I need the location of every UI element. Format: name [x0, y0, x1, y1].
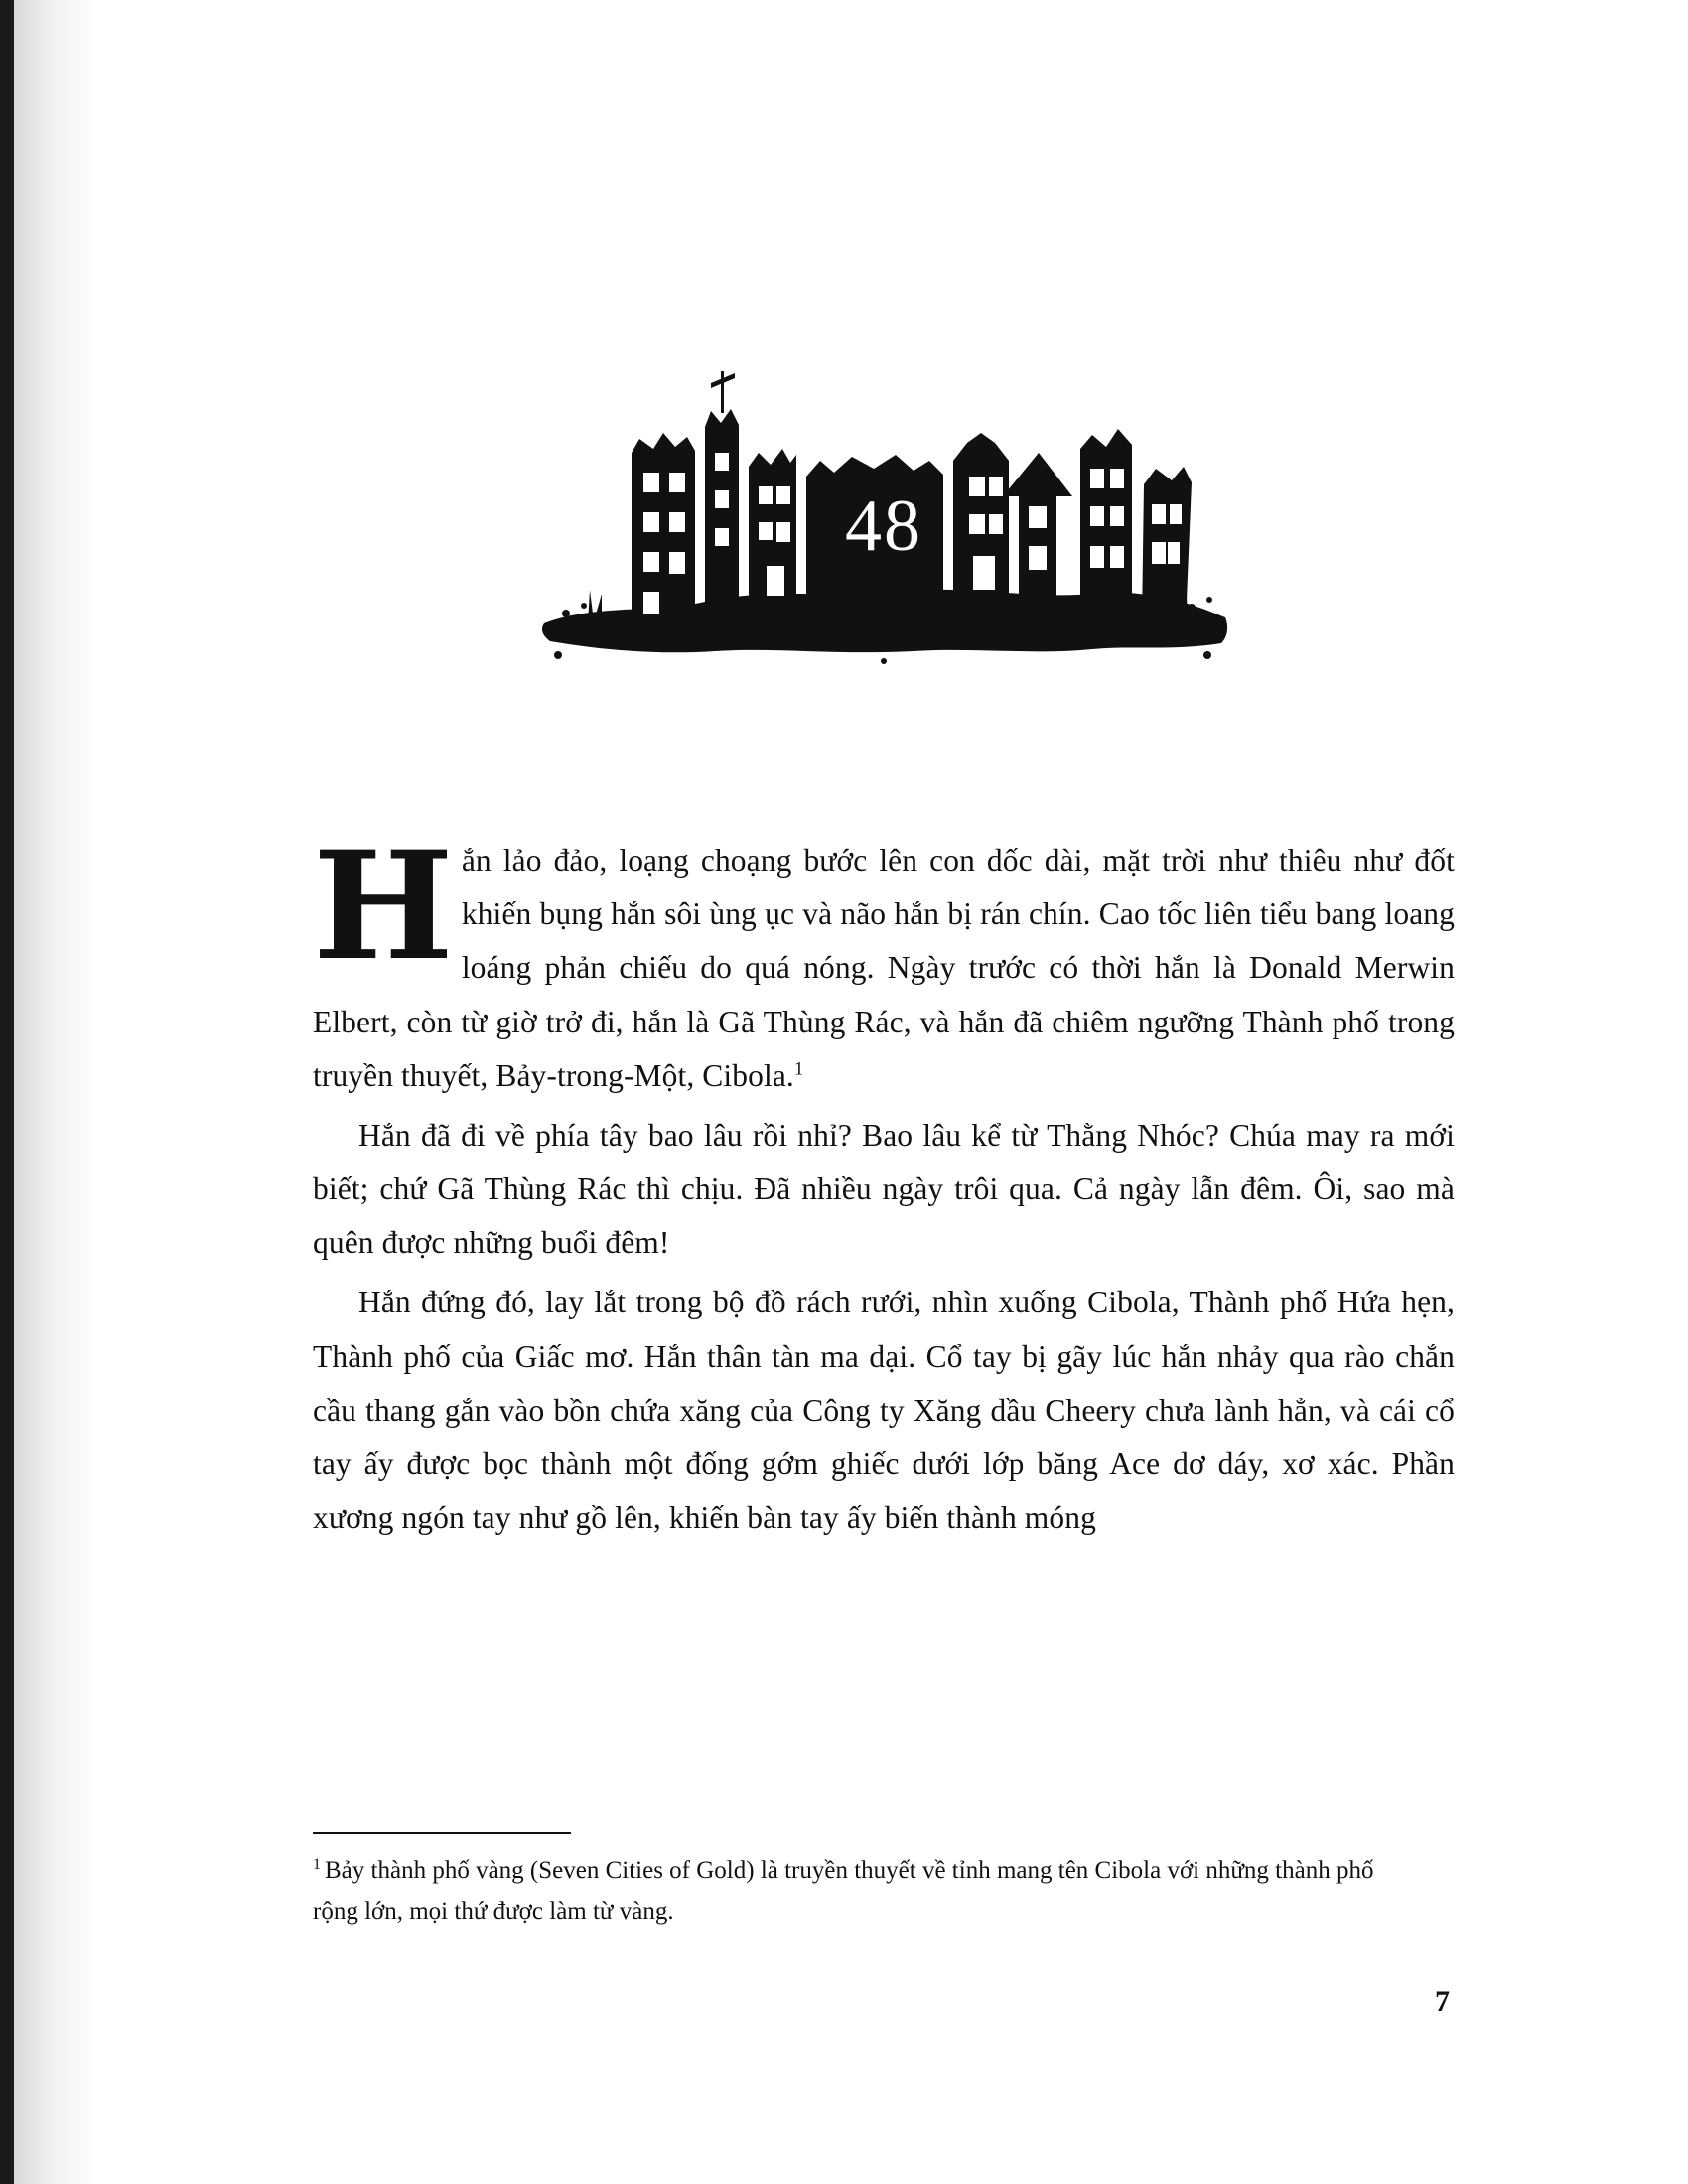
- body-text: [313, 819, 1455, 1545]
- footnote-divider: [313, 1832, 571, 1834]
- chapter-ornament: [536, 357, 1231, 685]
- footnote-block: [313, 1832, 1405, 1932]
- footnote-mark: 1: [313, 1855, 321, 1873]
- footnote-text: [313, 1851, 1405, 1932]
- paragraph-1: [313, 819, 1455, 1103]
- paragraph-3: Hắn đứng đó, lay lắt trong bộ đồ rách rưới, nhìn xuống Cibola, Thành phố Hứa hẹn, Thành phố của Giấc mơ. Hắn thân tàn ma dại. Cổ tay bị gãy lúc hắn nhảy qua rào chắn cầu thang gắn vào bồn chứa xăng của Công ty Xăng dầu Cheery chưa lành hẳn, và cái cổ tay ấy được bọc thành một đống gớm ghiếc dưới lớp băng Ace dơ dáy, xơ xác. Phần xương ngón tay như gồ lên, khiến bàn tay ấy biến thành móng: [313, 1285, 1455, 1536]
- footnote-reference[interactable]: 1: [793, 1058, 804, 1080]
- page-gutter-shadow: [14, 0, 99, 2184]
- book-page: [99, 0, 1688, 2184]
- drop-cap: H: [313, 819, 454, 994]
- page-content: [313, 0, 1455, 1551]
- footnote-body: Bảy thành phố vàng (Seven Cities of Gold) là truyền thuyết về tỉnh mang tên Cibola với những thành phố rộng lớn, mọi thứ được làm từ vàng.: [313, 1857, 1374, 1925]
- ruined-city-skyline-icon: [536, 357, 1231, 685]
- book-binding-edge: [0, 0, 14, 2184]
- paragraph-2: Hắn đã đi về phía tây bao lâu rồi nhỉ? Bao lâu kể từ Thằng Nhóc? Chúa may ra mới biết; chứ Gã Thùng Rác thì chịu. Đã nhiều ngày trôi qua. Cả ngày lẫn đêm. Ôi, sao mà quên được những buổi đêm!: [313, 1117, 1455, 1261]
- paragraph-1-text: ắn lảo đảo, loạng choạng bước lên con dốc dài, mặt trời như thiêu như đốt khiến bụng hắn sôi ùng ục và não hắn bị rán chín. Cao tốc liên tiểu bang loang loáng phản chiếu do quá nóng. Ngày trước có thời hắn là Donald Merwin Elbert, còn từ giờ trở đi, hắn là Gã Thùng Rác, và hắn đã chiêm ngưỡng Thành phố trong truyền thuyết, Bảy-trong-Một, Cibola.: [313, 843, 1455, 1093]
- page-number: 7: [1435, 1985, 1450, 2018]
- chapter-number: 48: [845, 485, 922, 567]
